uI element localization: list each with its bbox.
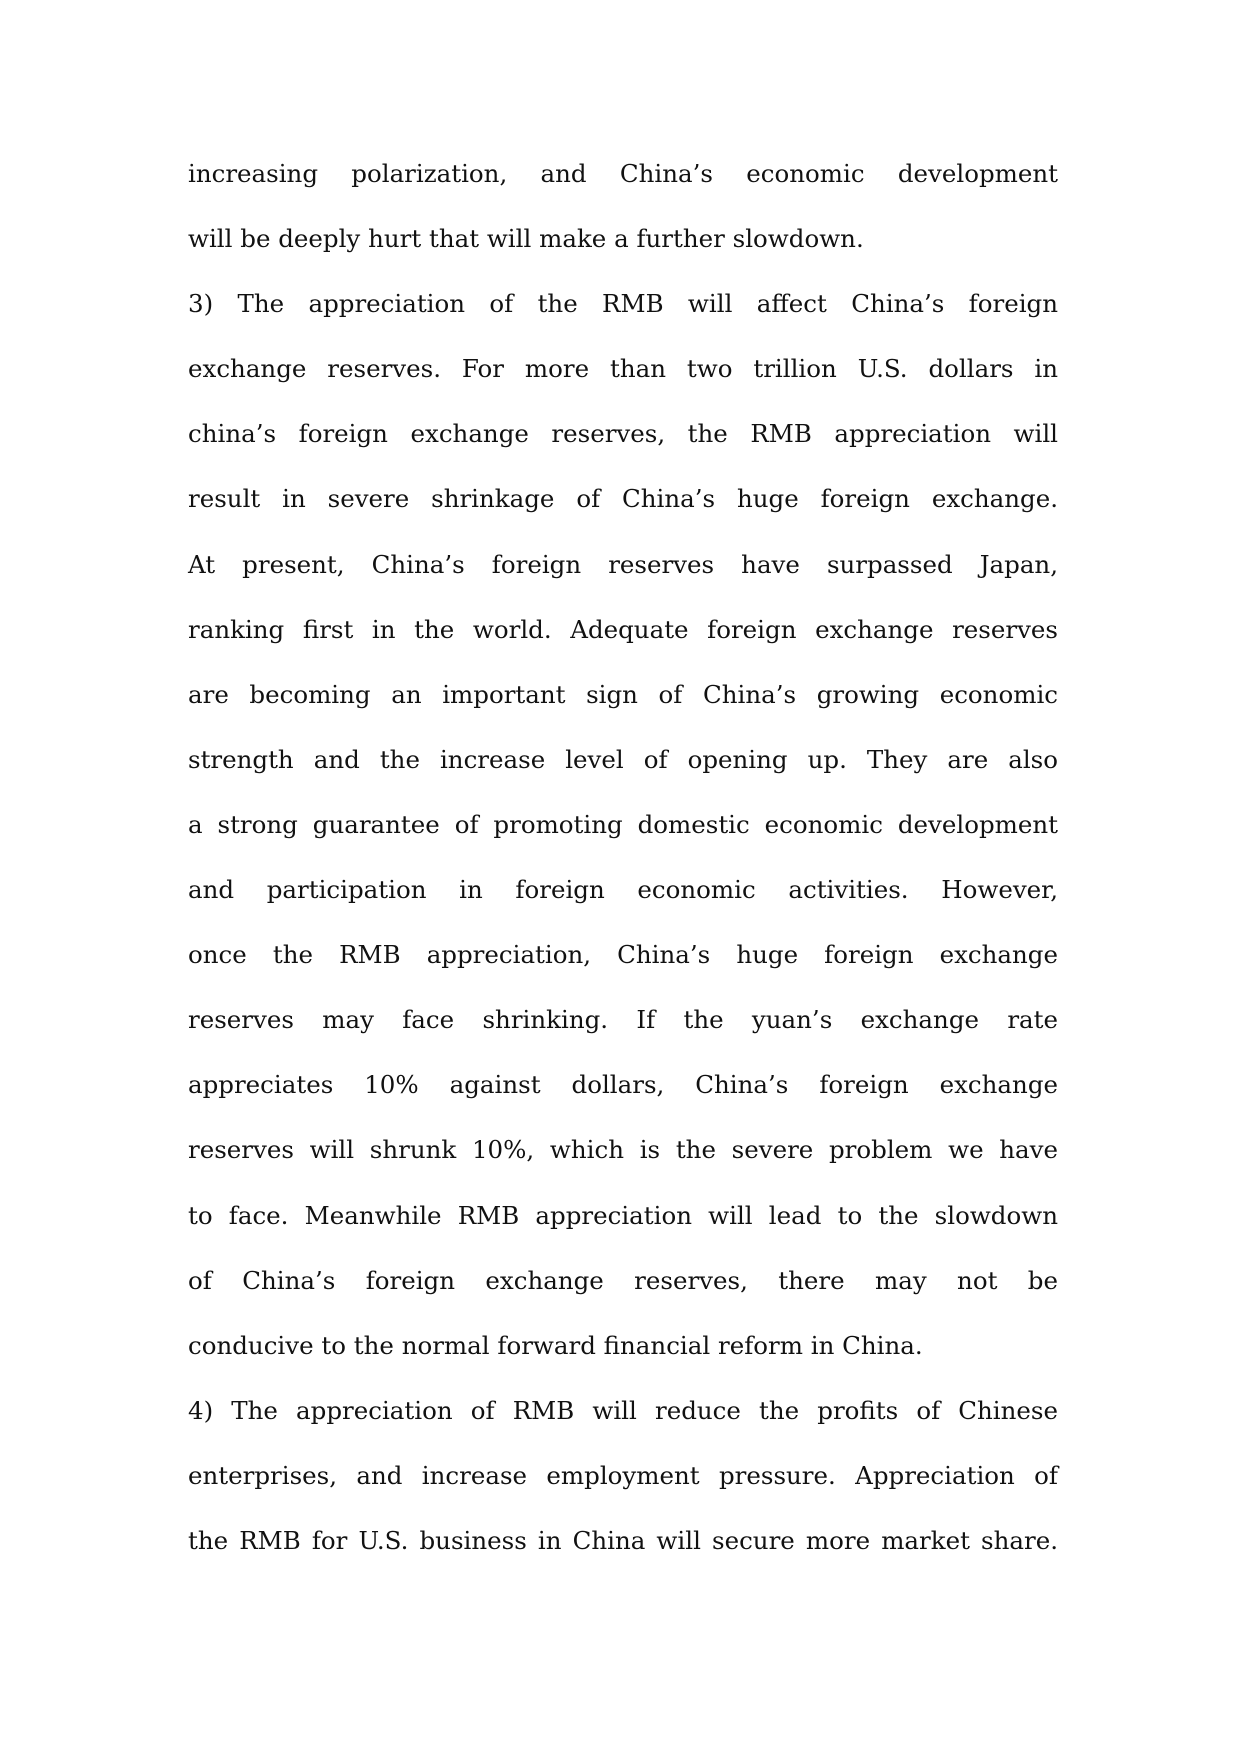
- text-line: the RMB for U.S. business in China will secure more market share.: [188, 1525, 1058, 1555]
- text-line: are becoming an important sign of China’s growing economic: [188, 679, 1058, 709]
- text-line: conducive to the normal forward financial reform in China.: [188, 1330, 923, 1360]
- text-line: china’s foreign exchange reserves, the RMB appreciation will: [188, 419, 1058, 449]
- text-line: reserves will shrunk 10%, which is the severe problem we have: [188, 1135, 1058, 1165]
- text-line: to face. Meanwhile RMB appreciation will lead to the slowdown: [188, 1200, 1058, 1230]
- body-text: [188, 155, 1058, 1587]
- text-line: increasing polarization, and China’s economic development: [188, 159, 1058, 188]
- text-line: will be deeply hurt that will make a further slowdown.: [188, 224, 864, 254]
- text-line: At present, China’s foreign reserves have surpassed Japan,: [188, 549, 1058, 579]
- text-line: once the RMB appreciation, China’s huge foreign exchange: [188, 940, 1058, 970]
- text-line: and participation in foreign economic activities. However,: [188, 875, 1058, 905]
- text-line: result in severe shrinkage of China’s huge foreign exchange.: [188, 484, 1058, 514]
- text-line: 3) The appreciation of the RMB will affect China’s foreign: [188, 289, 1058, 319]
- text-line: exchange reserves. For more than two trillion U.S. dollars in: [188, 354, 1058, 384]
- text-line: a strong guarantee of promoting domestic economic development: [188, 809, 1058, 839]
- text-line: reserves may face shrinking. If the yuan’s exchange rate: [188, 1005, 1058, 1035]
- text-line: appreciates 10% against dollars, China’s foreign exchange: [188, 1070, 1058, 1100]
- text-line: ranking first in the world. Adequate foreign exchange reserves: [188, 614, 1058, 644]
- text-line: enterprises, and increase employment pressure. Appreciation of: [188, 1460, 1058, 1490]
- text-line: strength and the increase level of opening up. They are also: [188, 744, 1058, 774]
- text-line: 4) The appreciation of RMB will reduce the profits of Chinese: [188, 1395, 1058, 1425]
- text-line: of China’s foreign exchange reserves, there may not be: [188, 1265, 1058, 1295]
